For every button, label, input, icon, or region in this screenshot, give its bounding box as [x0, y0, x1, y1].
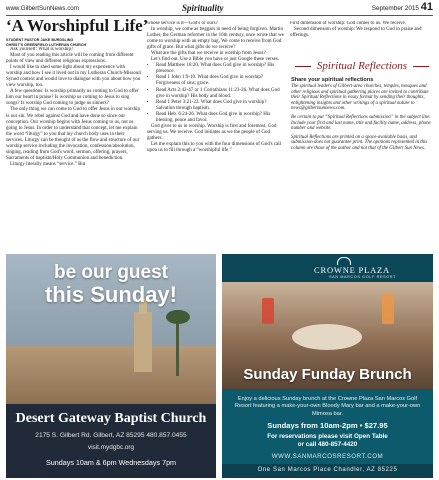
reflections-paragraph: The spiritual leaders of Gilbert-area churches, temples, mosques and other religious and spiritual gathering places are invited to contribute their Spiritual Reflections in essay format by sending their thoughts, enlightening insights and other writings of a spiritual nature to news@gilbertsunnews.com.: [291, 84, 429, 112]
reservations-line-1: For reservations please visit Open Table: [267, 433, 388, 440]
paragraph: Most of you reading this article will be coming from different points of view and different religious expressions.: [6, 53, 134, 65]
paragraph: Let's find out. Use a Bible you have or just Google these verses.: [151, 57, 280, 63]
church-address: 2175 S. Gilbert Rd. Gilbert, AZ 85295 480.857.0455: [35, 432, 187, 439]
paragraph: God gives to us in worship. Worship is first and foremost, God serving us. We receive. God initiates as we the people of God gathers.: [147, 123, 277, 141]
reflections-title-text: Spiritual Reflections: [316, 60, 408, 72]
list-item: • Read Acts 2:42-47 or 1 Corinthians 11:23-26. What does God give in worship? His body and blood.: [156, 88, 285, 100]
brunch-description: Enjoy a delicious Sunday brunch at the Crowne Plaza San Marcos Golf Resort featuring a make-your-own Bloody Mary bar and a make-your-own Mimosa bar.: [234, 396, 421, 417]
article-headline: ‘A Worshipful Life’: [6, 16, 149, 35]
crowne-plaza-logo-icon: [337, 257, 351, 265]
list-item: • Read 1 John 1:9-10. What does God give in worship? Forgiveness of sins; grace.: [156, 75, 285, 87]
paragraph: Let me explain this to you with the four dimensions of God's call upon us to fill through a “worshipful life.”: [147, 141, 282, 153]
paragraph: I would like to shed some light about my experience with worship and how I see it lived out in my Lutheran Church-Missouri Synod context and would love to dialogue with you about how you view worship, too.: [6, 65, 142, 89]
issue-date: September 2015: [371, 5, 419, 12]
paragraph: In worship, we come as beggars in need of being forgiven. Martin Luther, the German reformer in the 16th century, once wrote that we come to worship with an empty bag. We come to receive from God gifts of grace. But what gifts do we receive?: [147, 27, 284, 51]
reflections-title: [291, 60, 433, 75]
paragraph: Second dimension of worship: We respond to God in praise and offerings.: [290, 27, 422, 39]
paragraph: The only thing we can come to God to offer Jesus in our worship is our sin. We rebel against God and have done so since our conception. Our worship begins with Jesus coming to us, not us going to Jesus. In order to understand that concept, let me explain the word “liturgy” to you that my church body uses in their services. Liturgy can be thought of as the flow and structure of our worship service including the invocation, confession/absolution, singing, reading from God's word, sermon, offering, prayers, Sacraments of baptism/Holy Communion and benediction.: [6, 107, 141, 161]
article-column-1: [6, 47, 142, 252]
church-website[interactable]: visit.mydgbc.org: [87, 444, 135, 451]
palm-trunk: [176, 316, 179, 376]
paragraph: First dimension of worship: God comes to us. We receive.: [290, 21, 407, 26]
hotel-address: One San Marcos Place Chandler, AZ 85225: [257, 467, 398, 473]
service-times: Sundays 10am & 6pm Wednesdays 7pm: [45, 458, 177, 467]
paragraph: A few questions: Is worship primarily us coming to God to offer him our heart in praise? Is worship us coming to Jesus to sing songs? Is worship God coming to judge us sinners?: [6, 89, 139, 107]
byline-author: STUDENT PASTOR JAKE BURDSLING: [6, 38, 74, 42]
list-item: • Read Matthew 18:20. What does God give in worship? His presence.: [156, 63, 285, 75]
hotel-website[interactable]: WWW.SANMARCOSRESORT.COM: [271, 453, 384, 460]
spiritual-reflections-box: [291, 60, 433, 250]
ad-tagline-2: this Sunday!: [44, 282, 177, 307]
page-header: [6, 2, 433, 15]
church-advertisement[interactable]: [6, 254, 216, 478]
church-tower: [134, 312, 152, 372]
hotel-brand-sub: SAN MARCOS GOLF RESORT: [329, 275, 396, 279]
palm-crown: [166, 310, 190, 324]
reflections-paragraph: Be certain to put “Spiritual Reflections submission” in the subject line. Include your first and last name, title and facility name, address, phone number and website.: [291, 114, 431, 132]
brunch-hours-price: Sundays from 10am-2pm • $27.95: [267, 421, 388, 430]
article-column-2: [147, 21, 285, 252]
church-name: Desert Gateway Baptist Church: [15, 411, 207, 426]
paragraph: Liturgy literally means “service.” But: [10, 161, 86, 167]
byline-church: CHRIST'S GREENFIELD LUTHERAN CHURCH: [6, 42, 87, 47]
title-rule-left: [295, 66, 311, 67]
hotel-advertisement[interactable]: [222, 254, 433, 478]
list-item: • Read Heb. 6:24-26. What does God give in worship? His blessing, peace and favor.: [156, 112, 285, 124]
article-byline: [6, 38, 142, 47]
site-url[interactable]: www.GilbertSunNews.com: [6, 5, 79, 12]
verse-list: [147, 63, 285, 123]
reflections-body: [291, 77, 433, 155]
church-building: [6, 346, 216, 406]
reservations-line-2[interactable]: or call 480-857-4420: [297, 441, 358, 448]
paragraph: whose service is it—God's or ours?: [147, 21, 218, 26]
reflections-paragraph: Spiritual Reflections are printed on a space-available basis, and submission does not guarantee print. The opinions represented in this column are those of the author and not that of the Gilbert Sun News.: [291, 134, 428, 151]
brunch-plate: [292, 324, 362, 350]
reflections-share-heading: Share your spiritual reflections: [291, 77, 374, 83]
mimosa-glass: [382, 294, 394, 324]
section-title: Spirituality: [182, 3, 224, 13]
brunch-headline: Sunday Funday Brunch: [243, 366, 412, 383]
paragraph: Ask yourself: What is worship?: [10, 47, 74, 52]
page-number: 41: [420, 1, 433, 13]
hotel-brand: CROWNE PLAZA: [314, 265, 390, 275]
title-rule-right: [413, 66, 429, 67]
paragraph: What are the gifts that we receive in worship from Jesus?: [151, 51, 266, 57]
bloody-mary-glass: [262, 298, 274, 324]
list-item: • Read 1 Peter 3:21-22. What does God give in worship? Salvation through baptism.: [156, 100, 285, 112]
ad-tagline-1: be our guest: [53, 262, 168, 283]
